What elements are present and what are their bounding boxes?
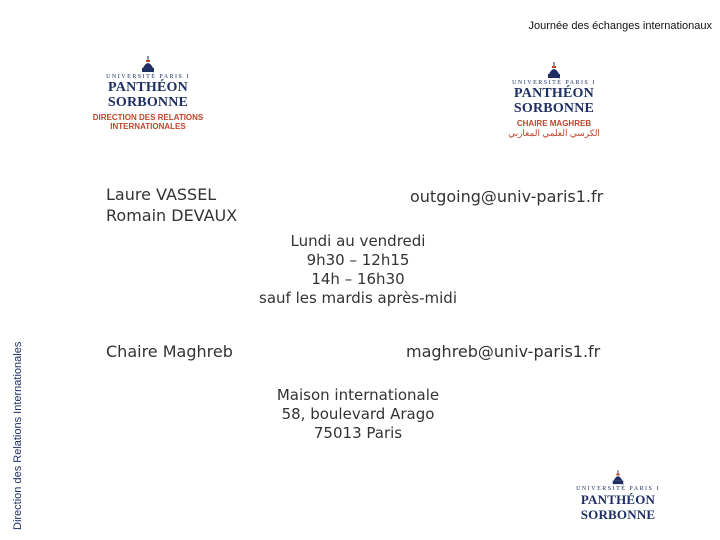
logo-university-line: UNIVERSITÉ PARIS I bbox=[106, 74, 190, 80]
email-maghreb[interactable]: maghreb@univ-paris1.fr bbox=[406, 342, 601, 361]
address-block bbox=[248, 386, 468, 443]
logo-direction-line: DIRECTION DES RELATIONS bbox=[92, 113, 204, 122]
logo-pantheon-sorbonne-bottom bbox=[548, 470, 688, 522]
logo-chaire-line: CHAIRE MAGHREB bbox=[516, 119, 592, 128]
chaire-maghreb-label: Chaire Maghreb bbox=[106, 342, 233, 361]
hours-line-afternoon: 14h – 16h30 bbox=[311, 270, 405, 288]
logo-internationales-line: INTERNATIONALES bbox=[110, 122, 186, 131]
address-line-1: Maison internationale bbox=[276, 386, 440, 404]
logo-pantheon-line: PANTHÉON SORBONNE bbox=[107, 80, 189, 110]
hours-line-exception: sauf les mardis après-midi bbox=[259, 289, 457, 307]
staff-name-1: Laure VASSEL bbox=[106, 185, 217, 204]
logo-university-line: UNIVERSITÉ PARIS I bbox=[512, 80, 596, 86]
logo-pantheon-line: PANTHÉON SORBONNE bbox=[513, 86, 595, 116]
vertical-side-label: Direction des Relations Internationales bbox=[12, 341, 24, 530]
email-outgoing[interactable]: outgoing@univ-paris1.fr bbox=[410, 187, 604, 206]
staff-names bbox=[106, 184, 237, 226]
logo-pantheon-line: PANTHÉON SORBONNE bbox=[580, 492, 656, 522]
staff-name-2: Romain DEVAUX bbox=[106, 206, 238, 225]
dome-icon bbox=[546, 62, 562, 80]
logo-direction-relations bbox=[78, 56, 218, 131]
logo-chaire-maghreb bbox=[483, 62, 625, 139]
dome-icon bbox=[140, 56, 156, 74]
logo-arabic-line: الكرسي العلمي المغاربي bbox=[508, 128, 600, 138]
hours-line-morning: 9h30 – 12h15 bbox=[306, 251, 410, 269]
address-line-2: 58, boulevard Arago bbox=[281, 405, 435, 423]
logo-university-line: UNIVERSITÉ PARIS I bbox=[576, 486, 660, 492]
address-line-3: 75013 Paris bbox=[313, 424, 403, 442]
page-header-title: Journée des échanges internationaux bbox=[528, 20, 712, 32]
opening-hours bbox=[248, 232, 468, 308]
dome-icon bbox=[611, 470, 625, 486]
hours-line-days: Lundi au vendredi bbox=[290, 232, 426, 250]
